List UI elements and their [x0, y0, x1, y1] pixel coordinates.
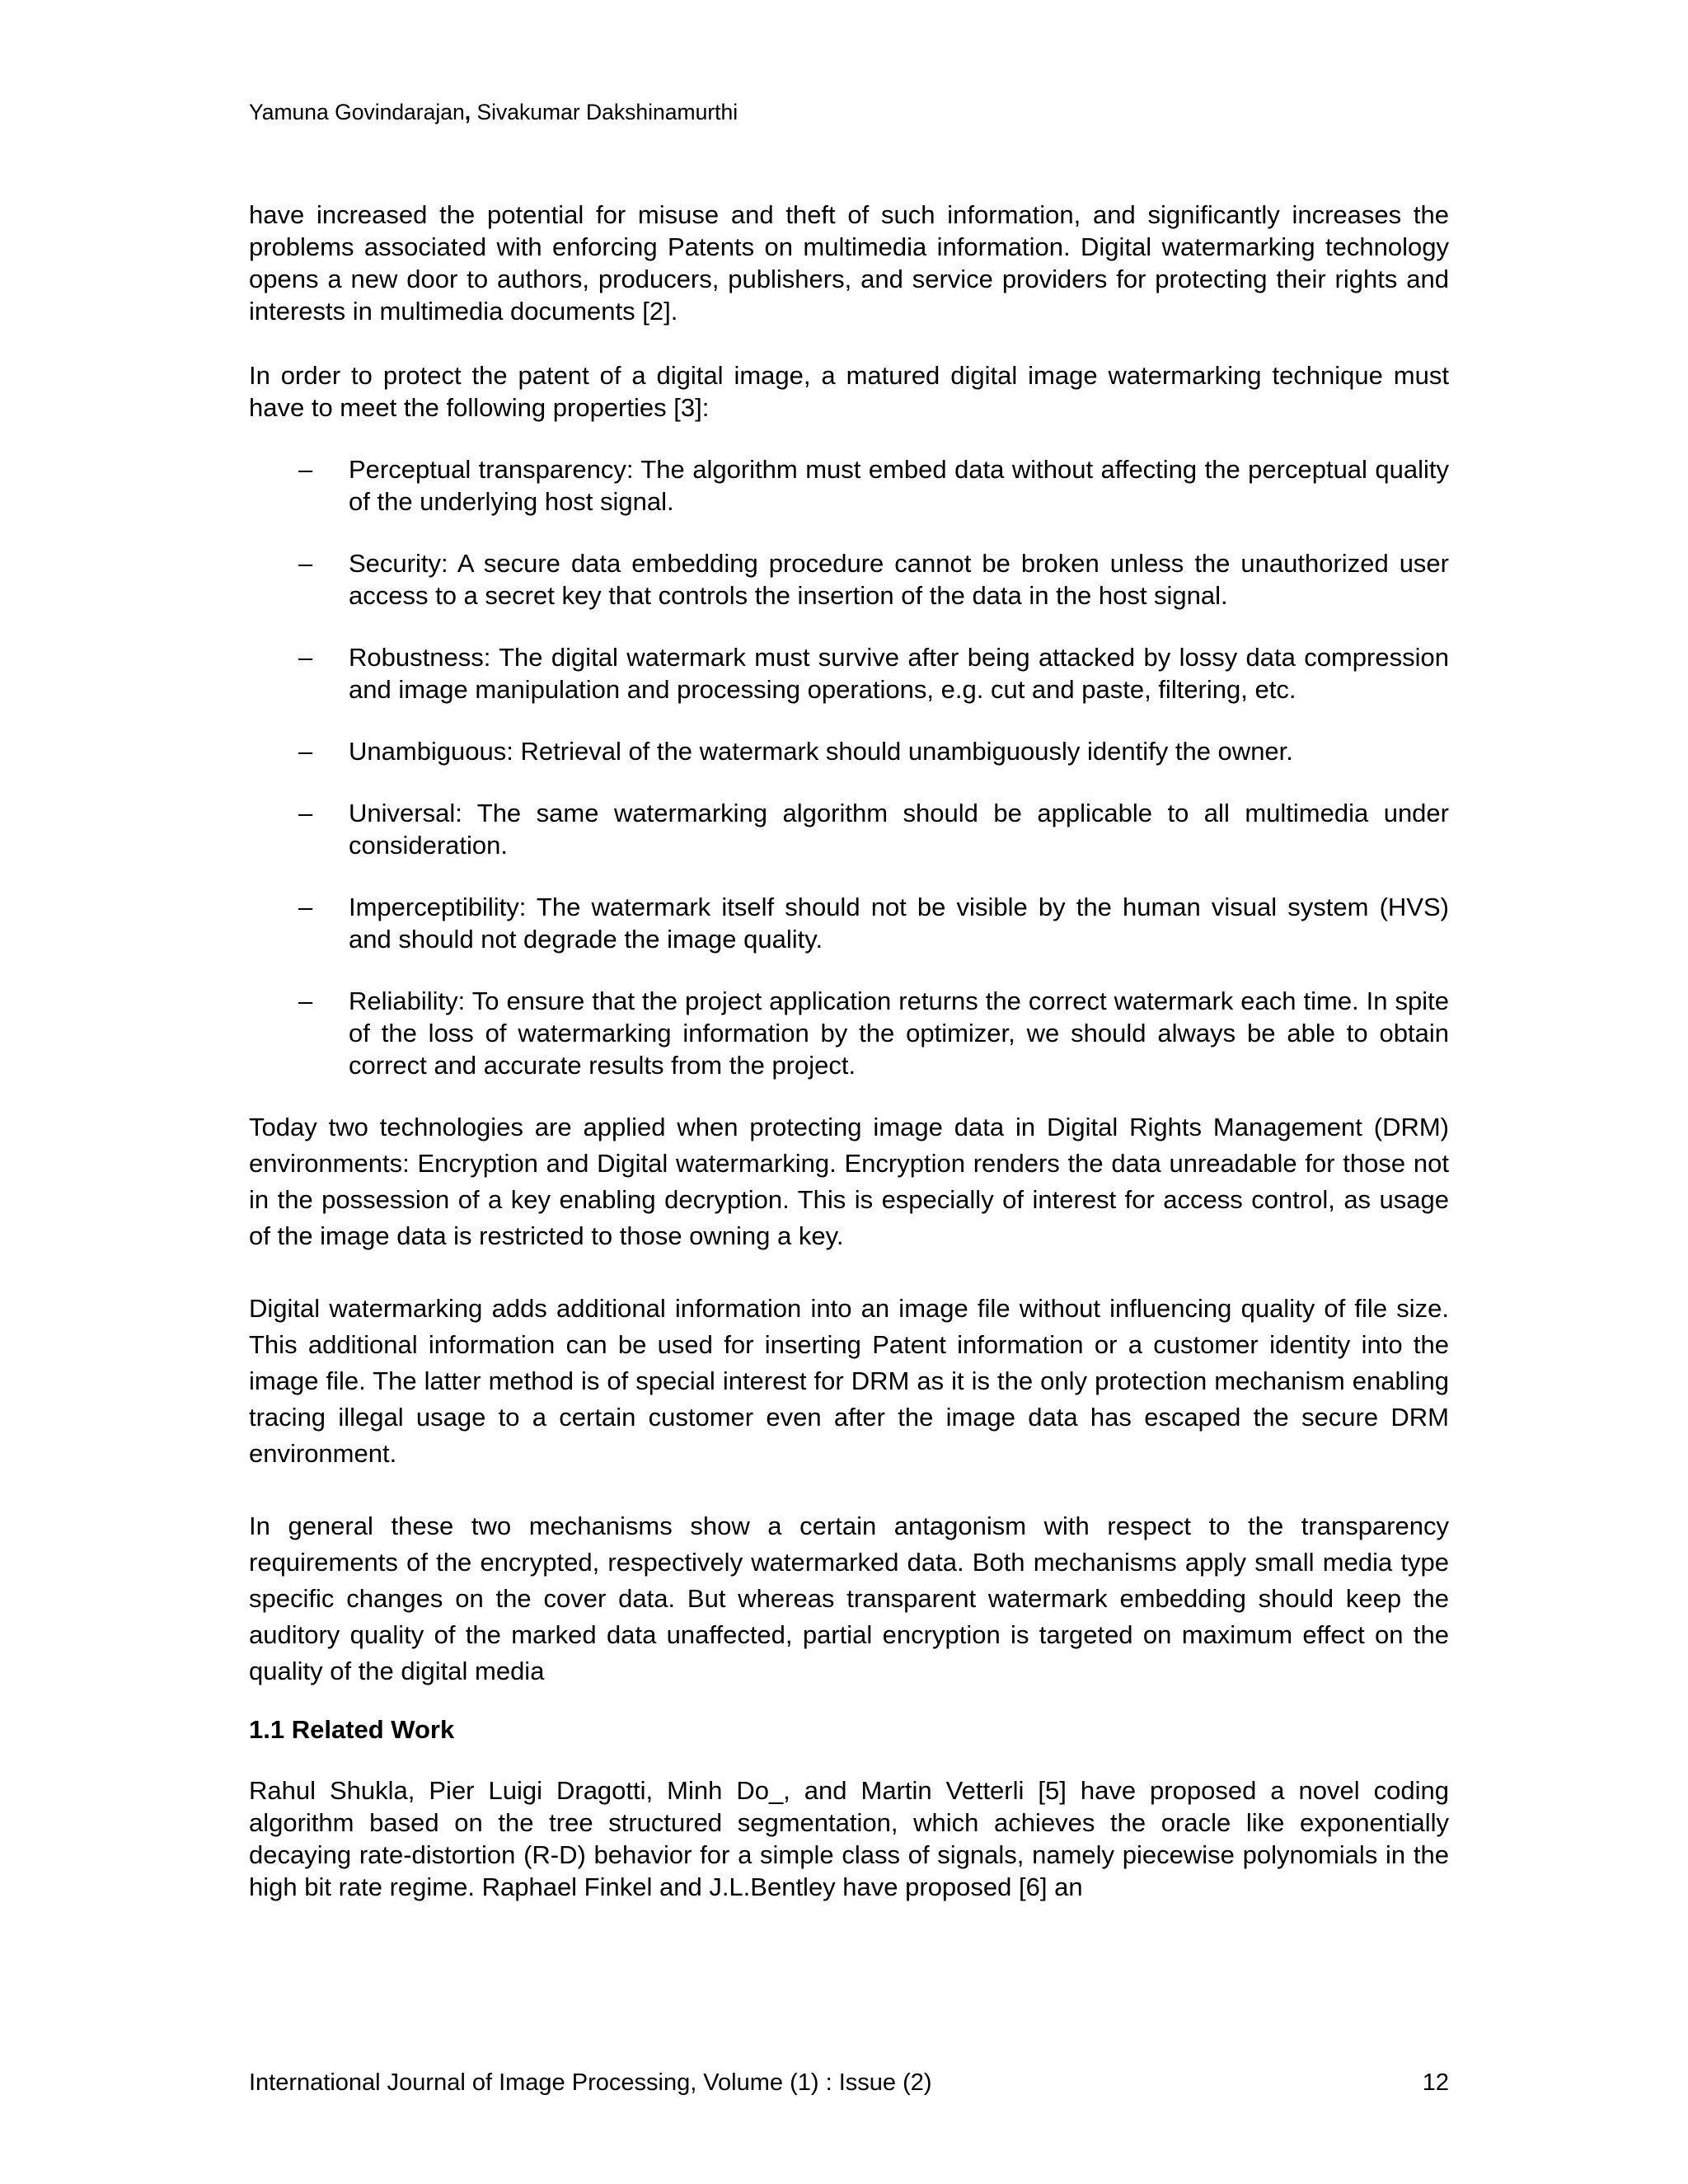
- list-item: [249, 641, 1449, 705]
- header-author-2: Sivakumar Dakshinamurthi: [476, 100, 738, 124]
- page-number: 12: [1422, 2069, 1449, 2096]
- list-item: [249, 453, 1449, 518]
- list-item-text: Universal: The same watermarking algorithm should be applicable to all multimedia under consideration.: [349, 799, 1449, 860]
- list-item-text: Imperceptibility: The watermark itself should not be visible by the human visual system (HVS) and should not degrade the image quality.: [349, 893, 1449, 954]
- list-item: [249, 547, 1449, 612]
- paragraph-watermarking-info: Digital watermarking adds additional information into an image file without influencing quality of file size. This additional information can be used for inserting Patent information or a customer identity into the image file. The latter method is of special interest for DRM as it is the only protection mechanism enabling tracing illegal usage to a certain customer even after the image data has escaped the secure DRM environment.: [249, 1294, 1449, 1468]
- list-item-text: Perceptual transparency: The algorithm must embed data without affecting the perceptual quality of the underlying host signal.: [349, 455, 1449, 516]
- bullet-dash: –: [298, 799, 313, 827]
- running-header: [249, 99, 738, 125]
- body-text: [249, 199, 1449, 1903]
- list-item: [249, 797, 1449, 861]
- paragraph-drm-technologies: Today two technologies are applied when protecting image data in Digital Rights Management (DRM) environments: Encryption and Digital watermarking. Encryption renders the data unreadable for those not in the possession of a key enabling decryption. This is especially of interest for access control, as usage of the image data is restricted to those owning a key.: [249, 1113, 1449, 1250]
- property-list: [249, 453, 1449, 1081]
- paragraph-properties-intro: In order to protect the patent of a digital image, a matured digital image watermarking technique must have to meet the following properties [3]:: [249, 361, 1449, 422]
- footer-journal: International Journal of Image Processing, Volume (1) : Issue (2): [249, 2069, 932, 2096]
- paragraph-related-work: Rahul Shukla, Pier Luigi Dragotti, Minh Do_, and Martin Vetterli [5] have proposed a novel coding algorithm based on the tree structured segmentation, which achieves the oracle like exponentially decaying rate-distortion (R-D) behavior for a simple class of signals, namely piecewise polynomials in the high bit rate regime. Raphael Finkel and J.L.Bentley have proposed [6] an: [249, 1776, 1449, 1901]
- bullet-dash: –: [298, 549, 313, 578]
- list-item: [249, 985, 1449, 1081]
- bullet-dash: –: [298, 643, 313, 672]
- list-item: [249, 891, 1449, 955]
- list-item-text: Unambiguous: Retrieval of the watermark should unambiguously identify the owner.: [349, 737, 1293, 766]
- list-item-text: Security: A secure data embedding procedure cannot be broken unless the unauthorized user access to a secret key that controls the insertion of the data in the host signal.: [349, 549, 1449, 610]
- bullet-dash: –: [298, 893, 313, 921]
- page-footer: [249, 2069, 1449, 2097]
- list-item-text: Robustness: The digital watermark must survive after being attacked by lossy data compression and image manipulation and processing operations, e.g. cut and paste, filtering, etc.: [349, 643, 1449, 704]
- header-author-1: Yamuna Govindarajan: [249, 100, 465, 124]
- bullet-dash: –: [298, 455, 313, 484]
- paragraph-intro-continued: have increased the potential for misuse and theft of such information, and significantly increases the problems associated with enforcing Patents on multimedia information. Digital watermarking technology opens a new door to authors, producers, publishers, and service providers for protecting their rights and interests in multimedia documents [2].: [249, 200, 1449, 326]
- bullet-dash: –: [298, 987, 313, 1015]
- section-heading: 1.1 Related Work: [249, 1715, 455, 1744]
- list-item-text: Reliability: To ensure that the project application returns the correct watermark each time. In spite of the loss of watermarking information by the optimizer, we should always be able to obtain correct and accurate results from the project.: [349, 987, 1449, 1080]
- bullet-dash: –: [298, 737, 313, 766]
- list-item: [249, 735, 1449, 767]
- paragraph-antagonism: In general these two mechanisms show a certain antagonism with respect to the transparency requirements of the encrypted, respectively watermarked data. Both mechanisms apply small media type specific changes on the cover data. But whereas transparent watermark embedding should keep the auditory quality of the marked data unaffected, partial encryption is targeted on maximum effect on the quality of the digital media: [249, 1511, 1449, 1685]
- header-separator: ,: [464, 100, 471, 124]
